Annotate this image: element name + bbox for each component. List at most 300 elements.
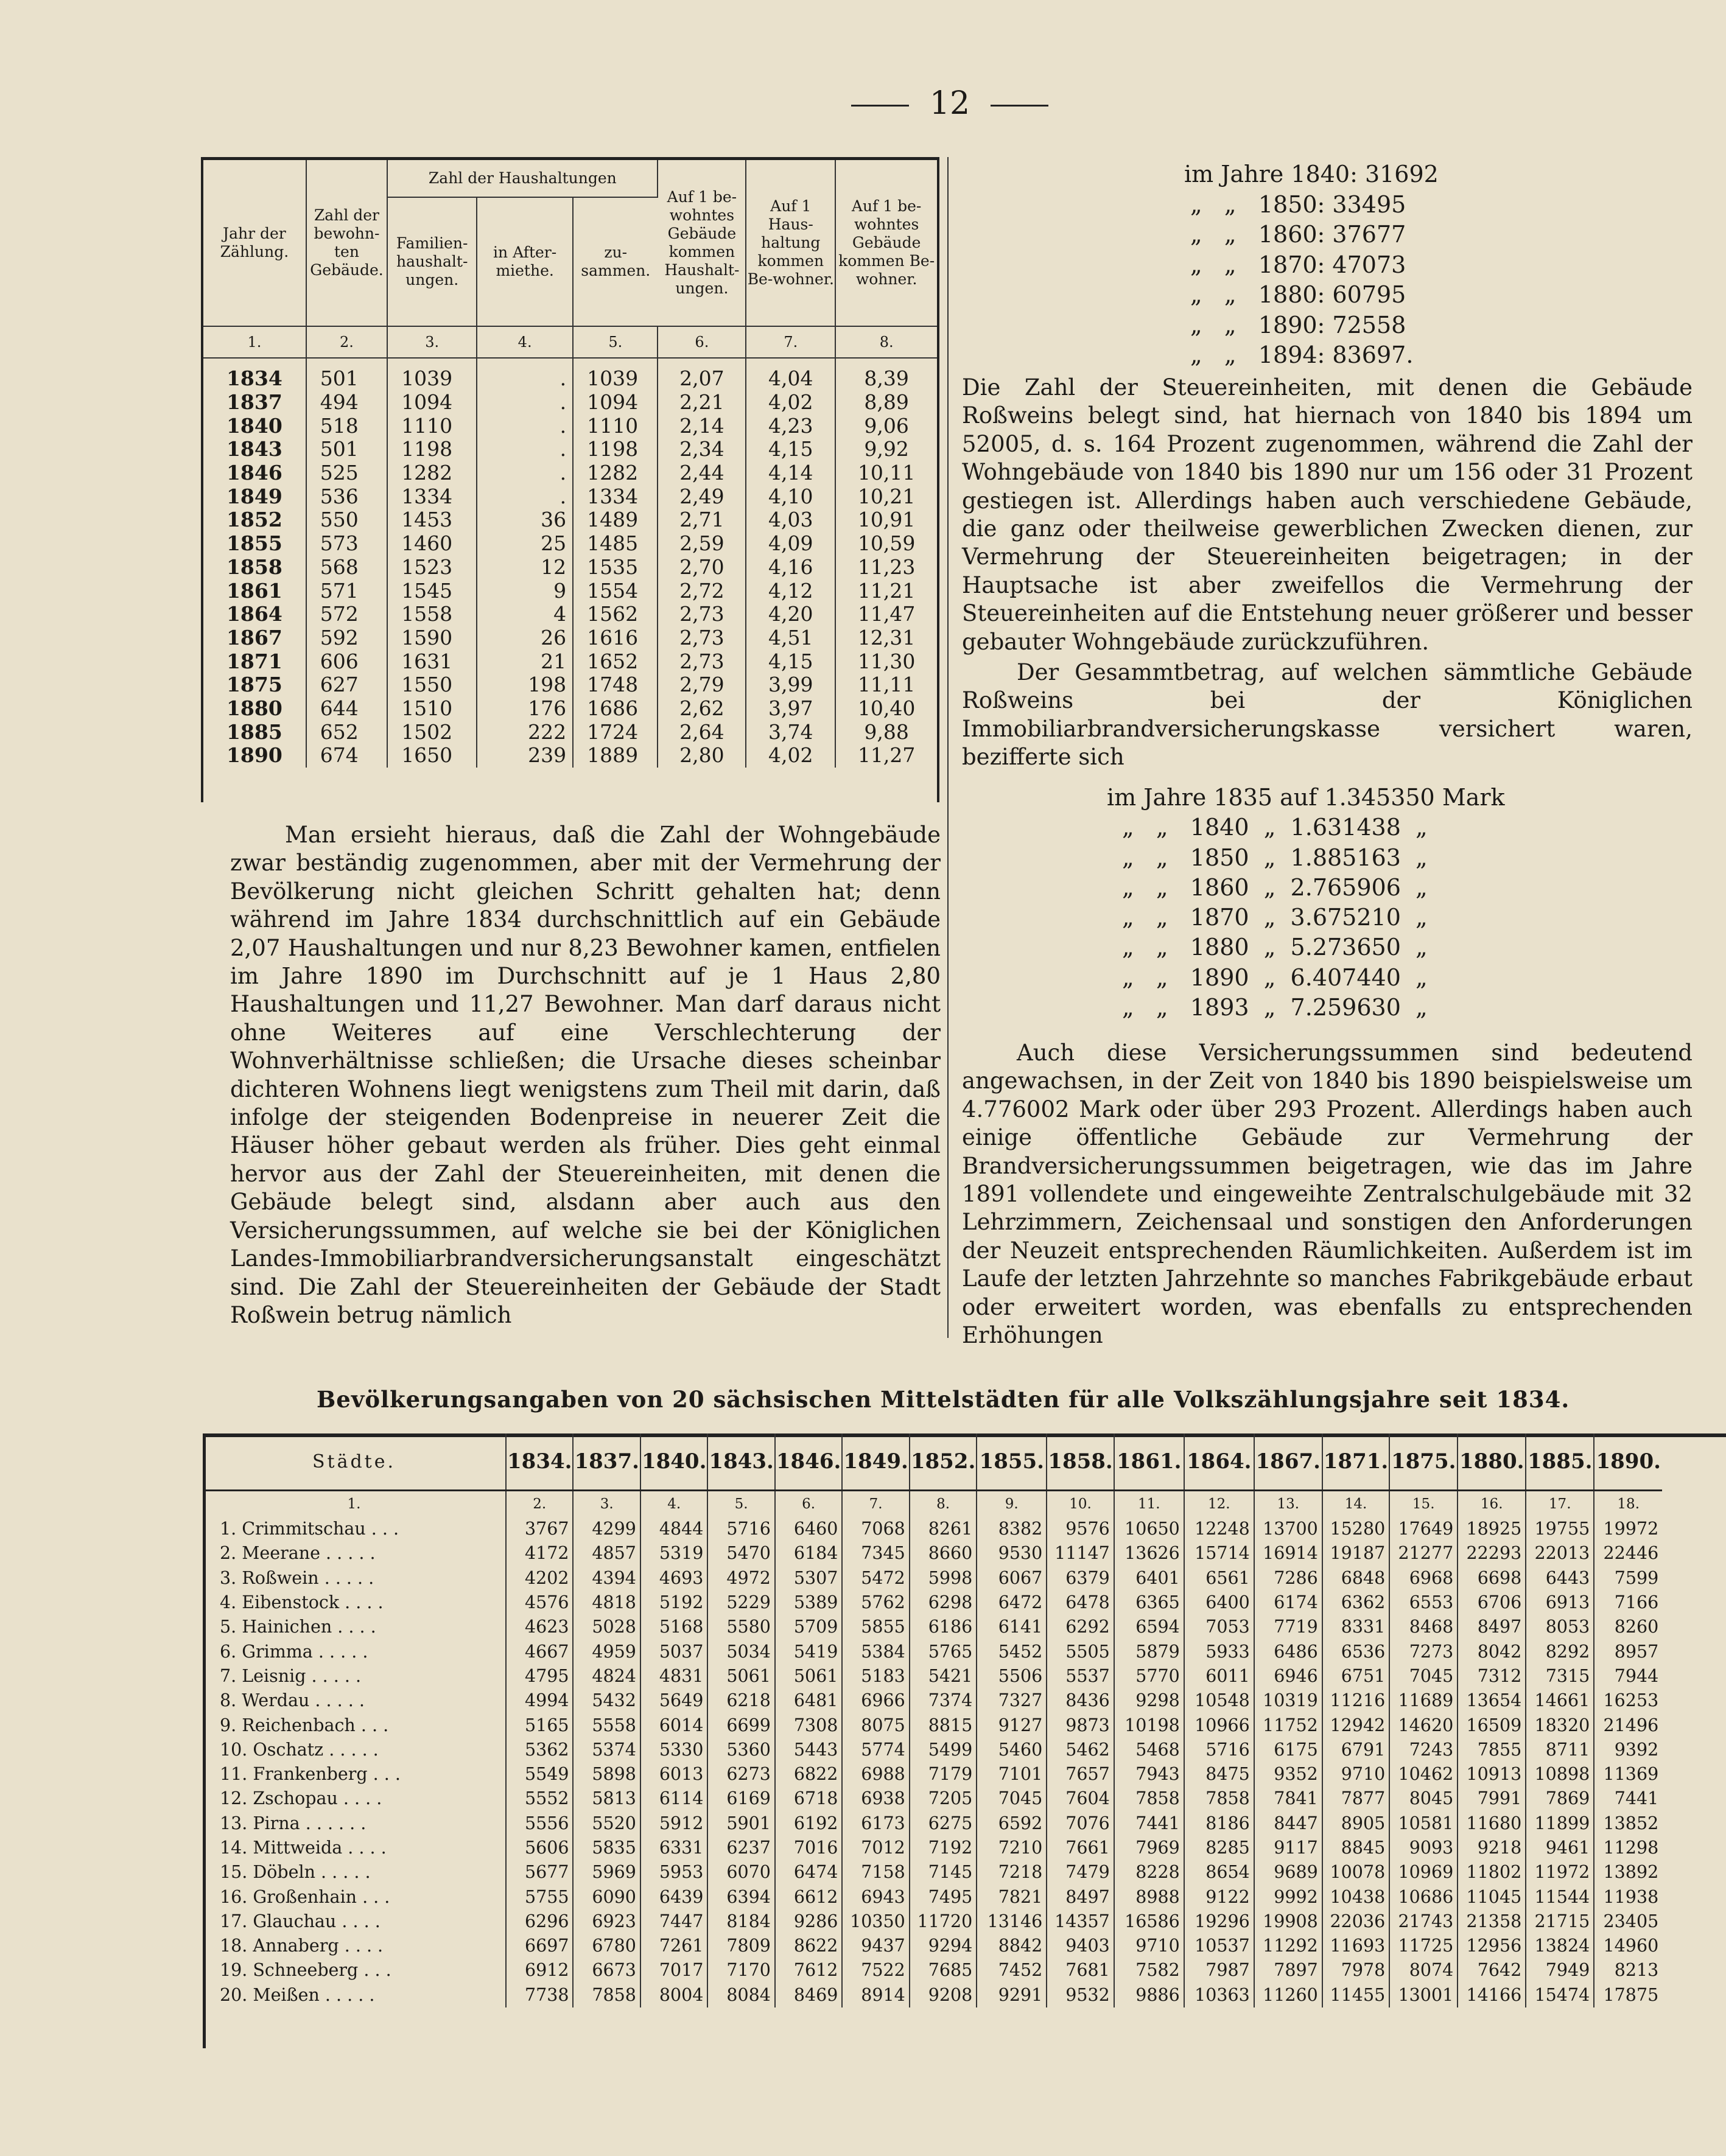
table-cell: 21277 — [1389, 1541, 1458, 1566]
table-cell: 10078 — [1322, 1860, 1389, 1885]
table-cell: 6698 — [1458, 1566, 1526, 1591]
table-cell: 12 — [477, 556, 573, 579]
table-cell: 7045 — [977, 1787, 1047, 1811]
table-cell: 6439 — [640, 1885, 707, 1909]
table-cell: 2,80 — [658, 744, 746, 768]
table-cell: 7858 — [1114, 1787, 1184, 1811]
table-cell: 11899 — [1526, 1811, 1594, 1836]
table-row — [203, 1689, 1662, 1713]
table-cell: 7809 — [707, 1934, 774, 1958]
table-cell: 8186 — [1184, 1811, 1254, 1836]
table-cell: . — [477, 461, 573, 485]
table-cell: 568 — [306, 556, 387, 579]
table-cell: 23405 — [1603, 1911, 1659, 1931]
header-year: 1861. — [1114, 1433, 1184, 1491]
table-cell: 1890 — [203, 744, 306, 768]
table-row — [203, 649, 937, 673]
table-cell: 1039 — [387, 358, 477, 391]
table-cell: 5835 — [573, 1836, 640, 1860]
header-family-households: Familien-haushalt-ungen. — [387, 197, 477, 326]
header-year: 1864. — [1184, 1433, 1254, 1491]
table-cell: 6237 — [707, 1836, 774, 1860]
table-cell: 1510 — [387, 697, 477, 721]
table-cell: 6394 — [707, 1885, 774, 1909]
table-cell: 7582 — [1114, 1958, 1184, 1983]
table-cell: 6594 — [1114, 1615, 1184, 1639]
table-cell: 7017 — [640, 1958, 707, 1983]
table-cell: 1198 — [573, 438, 658, 461]
table-row — [203, 744, 937, 768]
table-cell: 21496 — [1603, 1715, 1659, 1735]
table-cell: 4,51 — [746, 626, 835, 650]
table-cell: 4,15 — [746, 438, 835, 461]
table-cell: 6923 — [573, 1909, 640, 1934]
table-cell: 627 — [306, 673, 387, 697]
table-cell: 8468 — [1389, 1615, 1458, 1639]
table-cell: 1523 — [387, 556, 477, 579]
table-cell: 6298 — [910, 1591, 977, 1615]
table-cell: 11369 — [1603, 1764, 1659, 1785]
table-cell: 36 — [477, 508, 573, 532]
table-cell: 7869 — [1526, 1787, 1594, 1811]
city-name: 1. Crimmitschau . . . — [203, 1517, 506, 1541]
insurance-line: im Jahre 1835 auf 1.345350 Mark — [1107, 784, 1505, 811]
table-cell: 6486 — [1254, 1639, 1322, 1664]
table-cell: 5319 — [640, 1541, 707, 1566]
city-name: 11. Frankenberg . . . — [203, 1762, 506, 1787]
header-households-group: Zahl der Haushaltungen — [387, 160, 658, 197]
table-cell: 5452 — [977, 1639, 1047, 1664]
table-cell: 5034 — [707, 1639, 774, 1664]
table-cell: 11,27 — [857, 743, 916, 768]
table-cell: 5037 — [640, 1639, 707, 1664]
table-cell: 5460 — [977, 1738, 1047, 1762]
col-number: 9. — [977, 1491, 1047, 1517]
table-cell: 13852 — [1603, 1813, 1659, 1833]
table-cell: 5998 — [910, 1566, 977, 1591]
table-cell: 4623 — [506, 1615, 573, 1639]
col-number: 7. — [842, 1491, 909, 1517]
table-cell: 5307 — [775, 1566, 842, 1591]
table-cell: 3,74 — [746, 720, 835, 744]
table-cell: 11,30 — [857, 649, 916, 673]
table-cell: 1652 — [573, 649, 658, 673]
table-cell: 8285 — [1184, 1836, 1254, 1860]
table-cell: 13824 — [1526, 1934, 1594, 1958]
city-name: 12. Zschopau . . . . — [203, 1787, 506, 1811]
table-cell: 10363 — [1184, 1983, 1254, 2007]
table-cell: 9122 — [1184, 1885, 1254, 1909]
table-cell: 9461 — [1526, 1836, 1594, 1860]
insurance-line: „ „ 1850 „ 1.885163 „ — [1122, 844, 1428, 871]
table-cell: 6718 — [775, 1787, 842, 1811]
table-cell: 9352 — [1254, 1762, 1322, 1787]
table-cell: 19972 — [1603, 1519, 1659, 1539]
table-cell: 8228 — [1114, 1860, 1184, 1885]
table-cell: 2,72 — [658, 579, 746, 603]
table-cell: 5765 — [910, 1639, 977, 1664]
table-row — [203, 1664, 1662, 1689]
table-cell: 26 — [477, 626, 573, 650]
table-cell: 4795 — [506, 1664, 573, 1689]
table-cell: 4959 — [573, 1639, 640, 1664]
table-cell: 6275 — [910, 1811, 977, 1836]
table-cell: 8053 — [1526, 1615, 1594, 1639]
city-name: 7. Leisnig . . . . . — [203, 1664, 506, 1689]
table-cell: 16914 — [1254, 1541, 1322, 1566]
table-cell: 7441 — [1114, 1811, 1184, 1836]
col-number: 8. — [835, 326, 937, 358]
table-cell: 573 — [306, 532, 387, 556]
table-cell: 10969 — [1389, 1860, 1458, 1885]
table-cell: 8260 — [1614, 1617, 1659, 1637]
table-cell: 5677 — [506, 1860, 573, 1885]
col-number: 15. — [1389, 1491, 1458, 1517]
header-subletting: in After-miethe. — [477, 197, 573, 326]
table-cell: 7495 — [910, 1885, 977, 1909]
table-cell: 6478 — [1047, 1591, 1114, 1615]
table-cell: 10319 — [1254, 1689, 1322, 1713]
city-name: 5. Hainichen . . . . — [203, 1615, 506, 1639]
table-cell: 9873 — [1047, 1713, 1114, 1737]
table-cell: 5192 — [640, 1591, 707, 1615]
table-cell: 1453 — [387, 508, 477, 532]
population-table-grid — [203, 1433, 1662, 2007]
table-cell: 2,70 — [658, 556, 746, 579]
table-cell: 14620 — [1389, 1713, 1458, 1737]
table-cell: 12956 — [1458, 1934, 1526, 1958]
table-cell: 644 — [306, 697, 387, 721]
table-cell: 9,06 — [864, 413, 909, 438]
table-cell: 8497 — [1047, 1885, 1114, 1909]
page-number-rule-right — [991, 105, 1048, 107]
table-cell: 21743 — [1389, 1909, 1458, 1934]
table-cell: 5649 — [640, 1689, 707, 1713]
table-cell: 7210 — [977, 1836, 1047, 1860]
table-cell: 3,99 — [746, 673, 835, 697]
table-cell: 10898 — [1526, 1762, 1594, 1787]
table-cell: 9,88 — [864, 719, 909, 744]
table-cell: 5716 — [707, 1517, 774, 1541]
table-cell: 10650 — [1114, 1517, 1184, 1541]
table-cell: 6938 — [842, 1787, 909, 1811]
table-cell: 22036 — [1322, 1909, 1389, 1934]
header-year: 1834. — [506, 1433, 573, 1491]
table-cell: 1852 — [203, 508, 306, 532]
table-cell: 8711 — [1526, 1738, 1594, 1762]
table-cell: 501 — [306, 438, 387, 461]
tax-units-line: „ „ 1860: 37677 — [1190, 221, 1406, 248]
header-buildings: Zahl der bewohn-ten Gebäude. — [306, 160, 387, 326]
table-cell: 4818 — [573, 1591, 640, 1615]
col-number: 8. — [910, 1491, 977, 1517]
table-cell: 7012 — [842, 1836, 909, 1860]
col-number: 1. — [203, 1491, 506, 1517]
table-cell: 5855 — [842, 1615, 909, 1639]
table-cell: 6296 — [506, 1909, 573, 1934]
table-cell: 8436 — [1047, 1689, 1114, 1713]
col-number: 10. — [1047, 1491, 1114, 1517]
table-cell: 4,02 — [746, 391, 835, 415]
col-number: 7. — [746, 326, 835, 358]
table-cell: 7604 — [1047, 1787, 1114, 1811]
header-year: Jahr der Zählung. — [203, 160, 306, 326]
table-cell: 5384 — [842, 1639, 909, 1664]
table-cell: 4693 — [640, 1566, 707, 1591]
table-cell: 4857 — [573, 1541, 640, 1566]
table-row — [203, 556, 937, 579]
table-cell: 6966 — [842, 1689, 909, 1713]
table-cell: 5969 — [573, 1860, 640, 1885]
table-cell: 7642 — [1458, 1958, 1526, 1983]
table-cell: 5421 — [910, 1664, 977, 1689]
header-residents-per-household: Auf 1 Haus-haltung kommen Be-wohner. — [746, 160, 835, 326]
table-cell: 7821 — [977, 1885, 1047, 1909]
table-cell: 11,21 — [857, 578, 916, 603]
table-cell: 11216 — [1322, 1689, 1389, 1713]
insurance-line: „ „ 1890 „ 6.407440 „ — [1122, 964, 1428, 991]
table-cell: 12942 — [1322, 1713, 1389, 1737]
table-cell: 8447 — [1254, 1811, 1322, 1836]
header-year: 1840. — [640, 1433, 707, 1491]
table-cell: 9 — [477, 579, 573, 603]
table-cell: 4667 — [506, 1639, 573, 1664]
col-number: 4. — [477, 326, 573, 358]
table-cell: 2,44 — [658, 461, 746, 485]
table-cell: 6365 — [1114, 1591, 1184, 1615]
table-cell: 7218 — [977, 1860, 1047, 1885]
table-cell: 9392 — [1614, 1739, 1659, 1760]
table-cell: 5183 — [842, 1664, 909, 1689]
table-cell: 11292 — [1254, 1934, 1322, 1958]
table-row — [203, 673, 937, 697]
table-cell: 16586 — [1114, 1909, 1184, 1934]
table-cell: 5330 — [640, 1738, 707, 1762]
table-cell: 1861 — [203, 579, 306, 603]
header-year: 1855. — [977, 1433, 1047, 1491]
table-cell: 1650 — [387, 744, 477, 768]
table-cell: 13001 — [1389, 1983, 1458, 2007]
table-cell: 7441 — [1614, 1788, 1659, 1809]
table-cell: 7158 — [842, 1860, 909, 1885]
table-row — [203, 1909, 1662, 1934]
insurance-sums-list — [1107, 783, 1505, 1023]
table-cell: 5558 — [573, 1713, 640, 1737]
table-cell: 7286 — [1254, 1566, 1322, 1591]
table-cell: 5813 — [573, 1787, 640, 1811]
table-cell: 7145 — [910, 1860, 977, 1885]
col-number: 1. — [203, 326, 306, 358]
table-cell: 5537 — [1047, 1664, 1114, 1689]
table-cell: 9093 — [1389, 1836, 1458, 1860]
header-residents-per-building: Auf 1 be-wohntes Gebäude kommen Be-wohner. — [835, 160, 937, 326]
table-cell: 6592 — [977, 1811, 1047, 1836]
col-number: 6. — [775, 1491, 842, 1517]
table-cell: 5389 — [775, 1591, 842, 1615]
table-cell: 1843 — [203, 438, 306, 461]
table-cell: 6362 — [1322, 1591, 1389, 1615]
table-cell: 7877 — [1322, 1787, 1389, 1811]
table-row — [203, 626, 937, 650]
table-cell: 10537 — [1184, 1934, 1254, 1958]
table-cell: 5499 — [910, 1738, 977, 1762]
table-cell: 7978 — [1322, 1958, 1389, 1983]
table-cell: 9710 — [1114, 1934, 1184, 1958]
table-row — [203, 1738, 1662, 1762]
table-row — [203, 1541, 1662, 1566]
table-cell: 11260 — [1254, 1983, 1322, 2007]
table-cell: 592 — [306, 626, 387, 650]
table-cell: 6141 — [977, 1615, 1047, 1639]
table-cell: 8475 — [1184, 1762, 1254, 1787]
table-cell: 536 — [306, 485, 387, 508]
table-cell: 176 — [477, 697, 573, 721]
table-cell: 19755 — [1526, 1517, 1594, 1541]
table-cell: 8004 — [640, 1983, 707, 2007]
table-cell: 8497 — [1458, 1615, 1526, 1639]
table-cell: 9,92 — [864, 437, 909, 461]
table-cell: 6218 — [707, 1689, 774, 1713]
city-name: 9. Reichenbach . . . — [203, 1713, 506, 1737]
table-cell: 1616 — [573, 626, 658, 650]
header-year: 1849. — [842, 1433, 909, 1491]
table-cell: 6822 — [775, 1762, 842, 1787]
city-name: 10. Oschatz . . . . . — [203, 1738, 506, 1762]
table-cell: 19296 — [1184, 1909, 1254, 1934]
city-name: 2. Meerane . . . . . — [203, 1541, 506, 1566]
table-cell: 1282 — [573, 461, 658, 485]
table-cell: 5552 — [506, 1787, 573, 1811]
table-cell: 6090 — [573, 1885, 640, 1909]
table-cell: 5360 — [707, 1738, 774, 1762]
header-year: 1846. — [775, 1433, 842, 1491]
table-cell: 5374 — [573, 1738, 640, 1762]
table-cell: 9294 — [910, 1934, 977, 1958]
table-cell: 4,23 — [746, 414, 835, 438]
table-cell: 21 — [477, 649, 573, 673]
table-cell: 7681 — [1047, 1958, 1114, 1983]
table-cell: 9530 — [977, 1541, 1047, 1566]
table-cell: 12248 — [1184, 1517, 1254, 1541]
table-cell: 18925 — [1458, 1517, 1526, 1541]
table-cell: 10438 — [1322, 1885, 1389, 1909]
table-cell: 5168 — [640, 1615, 707, 1639]
table-row — [203, 1639, 1662, 1664]
table-cell: 2,79 — [658, 673, 746, 697]
table-cell: 6791 — [1322, 1738, 1389, 1762]
table-cell: 4299 — [573, 1517, 640, 1541]
table-cell: 10462 — [1389, 1762, 1458, 1787]
table-cell: 7273 — [1389, 1639, 1458, 1664]
household-table — [201, 157, 939, 802]
table-cell: 13654 — [1458, 1689, 1526, 1713]
right-text-block-1 — [962, 374, 1693, 772]
table-cell: 8213 — [1614, 1960, 1659, 1981]
table-cell: 5770 — [1114, 1664, 1184, 1689]
table-cell: 7045 — [1389, 1664, 1458, 1689]
table-cell: 6780 — [573, 1934, 640, 1958]
table-cell: 1198 — [387, 438, 477, 461]
table-cell: 5470 — [707, 1541, 774, 1566]
table-cell: 8184 — [707, 1909, 774, 1934]
table-row — [203, 532, 937, 556]
table-cell: 4,04 — [746, 358, 835, 391]
table-cell: 10686 — [1389, 1885, 1458, 1909]
table-cell: 7312 — [1458, 1664, 1526, 1689]
table-cell: 11720 — [910, 1909, 977, 1934]
table-cell: 1502 — [387, 720, 477, 744]
table-cell: 7452 — [977, 1958, 1047, 1983]
table-cell: 7374 — [910, 1689, 977, 1713]
table-cell: 7243 — [1389, 1738, 1458, 1762]
table-cell: 7841 — [1254, 1787, 1322, 1811]
city-name: 14. Mittweida . . . . — [203, 1836, 506, 1860]
table-cell: 6013 — [640, 1762, 707, 1787]
table-cell: 7719 — [1254, 1615, 1322, 1639]
table-cell: 7076 — [1047, 1811, 1114, 1836]
tax-units-list — [1184, 159, 1439, 371]
table-cell: 10913 — [1458, 1762, 1526, 1787]
header-year: 1875. — [1389, 1433, 1458, 1491]
table-cell: 9298 — [1114, 1689, 1184, 1713]
table-cell: 5953 — [640, 1860, 707, 1885]
header-year: 1867. — [1254, 1433, 1322, 1491]
insurance-line: „ „ 1840 „ 1.631438 „ — [1122, 814, 1428, 841]
col-number: 11. — [1114, 1491, 1184, 1517]
table-cell: 606 — [306, 649, 387, 673]
table-cell: 2,49 — [658, 485, 746, 508]
table-cell: 1460 — [387, 532, 477, 556]
table-row — [203, 1885, 1662, 1909]
table-cell: 7315 — [1526, 1664, 1594, 1689]
right-paragraph-2: Der Gesammtbetrag, auf welchen sämmtliche Gebäude Roßweins bei der Königlichen Immobiliarbrandversicherungskasse versichert waren, bezifferte sich — [962, 659, 1693, 771]
table-cell: 5468 — [1114, 1738, 1184, 1762]
table-cell: 6474 — [775, 1860, 842, 1885]
table-row — [203, 1591, 1662, 1615]
population-table-body — [203, 1491, 1662, 2007]
table-cell: 8331 — [1322, 1615, 1389, 1639]
table-cell: 1885 — [203, 720, 306, 744]
table-cell: 10350 — [842, 1909, 909, 1934]
table-row — [203, 1713, 1662, 1737]
table-cell: 22293 — [1458, 1541, 1526, 1566]
household-table-body — [203, 358, 937, 768]
table-cell: 2,73 — [658, 649, 746, 673]
table-cell: 198 — [477, 673, 573, 697]
table-cell: 2,34 — [658, 438, 746, 461]
table-cell: 6114 — [640, 1787, 707, 1811]
table-cell: 5912 — [640, 1811, 707, 1836]
population-table-title: Bevölkerungsangaben von 20 sächsischen Mittelstädten für alle Volkszählungsjahre seit 1834. — [317, 1386, 1570, 1413]
table-cell: 11,47 — [857, 602, 916, 626]
table-cell: 571 — [306, 579, 387, 603]
table-cell: 5580 — [707, 1615, 774, 1639]
table-cell: 14357 — [1047, 1909, 1114, 1934]
column-divider — [947, 157, 949, 1338]
col-number: 3. — [387, 326, 477, 358]
table-cell: 12,31 — [857, 625, 916, 649]
table-cell: 11972 — [1526, 1860, 1594, 1885]
table-cell: 18320 — [1526, 1713, 1594, 1737]
table-cell: 501 — [306, 358, 387, 391]
header-year: 1843. — [707, 1433, 774, 1491]
col-number: 3. — [573, 1491, 640, 1517]
table-cell: 6472 — [977, 1591, 1047, 1615]
table-cell: 9992 — [1254, 1885, 1322, 1909]
table-cell: 9286 — [775, 1909, 842, 1934]
table-cell: 6968 — [1389, 1566, 1458, 1591]
table-cell: 5506 — [977, 1664, 1047, 1689]
